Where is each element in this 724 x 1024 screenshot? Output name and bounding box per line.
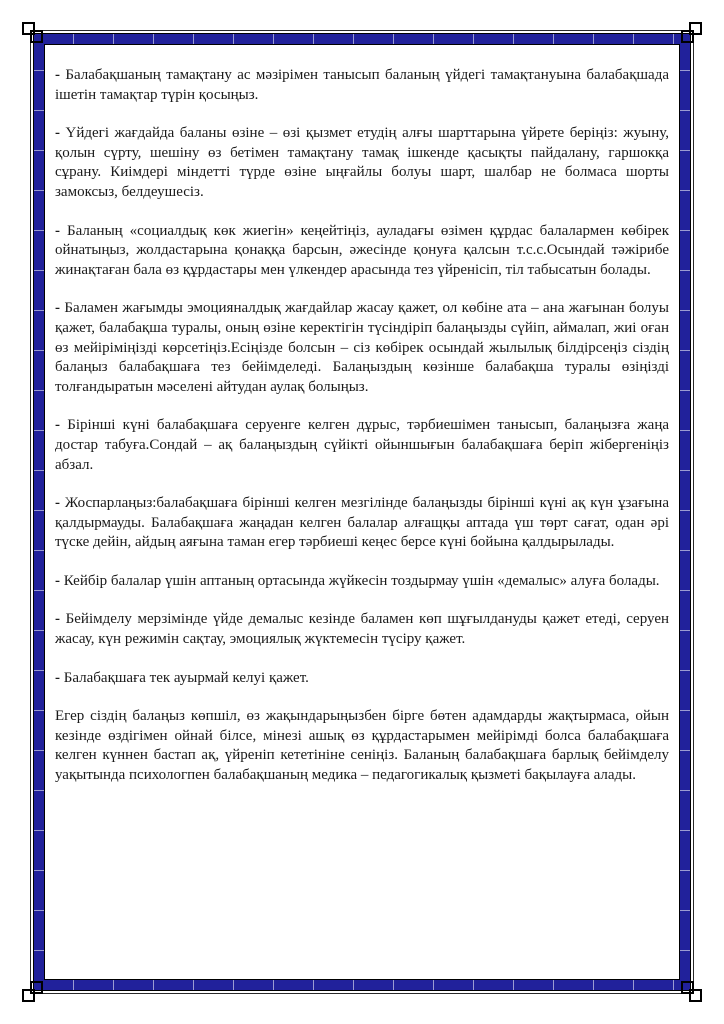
corner-ornament-square — [681, 30, 694, 43]
corner-ornament-square — [681, 981, 694, 994]
bullet-dash: - — [55, 222, 60, 239]
bullet-dash: - — [55, 669, 60, 686]
paragraph-text: Жоспарлаңыз:балабақшаға бірінші келген мезгілінде балаңызды бірінші күні ақ күн ұзағына қалдырмауды. Балабақшаға жаңадан келген балалар алғащқы аптада үш төрт сағат, одан әрі түске дейін, айдың аяғына таман егер тәрбиеші кеңес берсе күні бойына қалдырылады. — [55, 495, 669, 551]
paragraph-text: Балабақшаға тек ауырмай келуі қажет. — [63, 669, 309, 686]
bullet-dash: - — [55, 611, 60, 628]
bullet-dash: - — [55, 495, 60, 512]
bullet-dash: - — [55, 125, 60, 142]
bullet-dash: - — [55, 417, 60, 434]
paragraph — [55, 222, 669, 281]
paragraph-text: Баламен жағымды эмоцияналдық жағдайлар жасау қажет, ол көбіне ата – ана жағынан болуы қажет, балабақша туралы, оның өзіне керектігін түсіндіріп балаңызды сүйіп, аймалап, жиі оған өз мейіріміңізді көрсетіңіз.Есіңізде болсын – сіз көбірек осындай жылылық білдірсеңіз сіздің балаңыз балабақшаға тез бейімделеді. Балаңыздың көзінше балабақша туралы өзіңізді толғандыратын мәселені айтудан аулақ болыңыз. — [55, 300, 669, 395]
bullet-dash: - — [55, 67, 60, 83]
paragraph — [55, 610, 669, 649]
paragraph-text: Егер сіздің балаңыз көпшіл, өз жақындарыңызбен бірге бөтен адамдарды жақтырмаса, ойын кезінде өздігімен ойнай білсе, мінезі ашық өз құрдастарымен мейірімді болса балабақшаға келген күннен бастап ақ, үйреніп кететініне сеніңіз. Баланың балабақшаға барлық бейімделу уақытында психологпен балабақшаның медика – педагогикалық қызметі бақылауға алады. — [55, 708, 669, 784]
bullet-dash: - — [55, 300, 60, 317]
paragraph-text: Баланың «социалдық көк жиегін» кеңейтіңіз, ауладағы өзімен құрдас балалармен көбірек ойнатыңыз, жолдастарына қонаққа барсын, әжесінде қонуға қалсын т.с.с.Осындай тәжірибе жинақтаған бала өз құрдастары мен үлкендер арасында тез үйренісіп, тіл табысатын болады. — [55, 222, 669, 278]
paragraph-text: Бейімделу мерзімінде үйде демалыс кезінде баламен көп шұғылдануды қажет етеді, серуен жасау, күн режимін сақтау, эмоциялық жүктемесін түсіру қажет. — [55, 611, 670, 648]
paragraph — [55, 299, 669, 397]
bullet-dash: - — [55, 572, 60, 589]
decorative-border-frame — [30, 30, 694, 994]
paragraph-text: Үйдегі жағдайда баланы өзіне – өзі қызмет етудің алғы шарттарына үйрете беріңіз: жуыну, қолын сүрту, шешіну өз бетімен тамақтану тамақ ішкенде қасықты пайдалану, гаршокқа сұрану. Киімдері міндетті түрде өзіне ыңғайлы болуы шарт, шалбар не болмаса шорты замоксыз, белдеушесіз. — [55, 125, 669, 200]
corner-ornament-square — [30, 981, 43, 994]
paragraph — [55, 124, 669, 202]
paragraph-text: Кейбір балалар үшін аптаның ортасында жүйкесін тоздырмау үшін «демалыс» алуға болады. — [63, 572, 660, 589]
paragraph-text: Балабақшаның тамақтану ас мәзірімен танысып баланың үйдегі тамақтануына балабақшада ішетін тамақтар түрін қосыңыз. — [55, 67, 669, 103]
paragraph — [55, 416, 669, 475]
corner-ornament-square — [30, 30, 43, 43]
paragraph — [55, 66, 669, 105]
border-band — [33, 33, 691, 991]
paragraph — [55, 707, 669, 785]
paragraph-text: Бірінші күні балабақшаға серуенге келген дұрыс, тәрбиешімен танысып, балаңызға жаңа достар табуға.Сондай – ақ балаңыздың сүйікті ойыншығын балабақшаға беріп жібергеніңіз абзал. — [55, 417, 670, 473]
paragraph — [55, 494, 669, 553]
paragraph — [55, 572, 669, 592]
paragraph — [55, 669, 669, 689]
document-body — [44, 44, 680, 980]
